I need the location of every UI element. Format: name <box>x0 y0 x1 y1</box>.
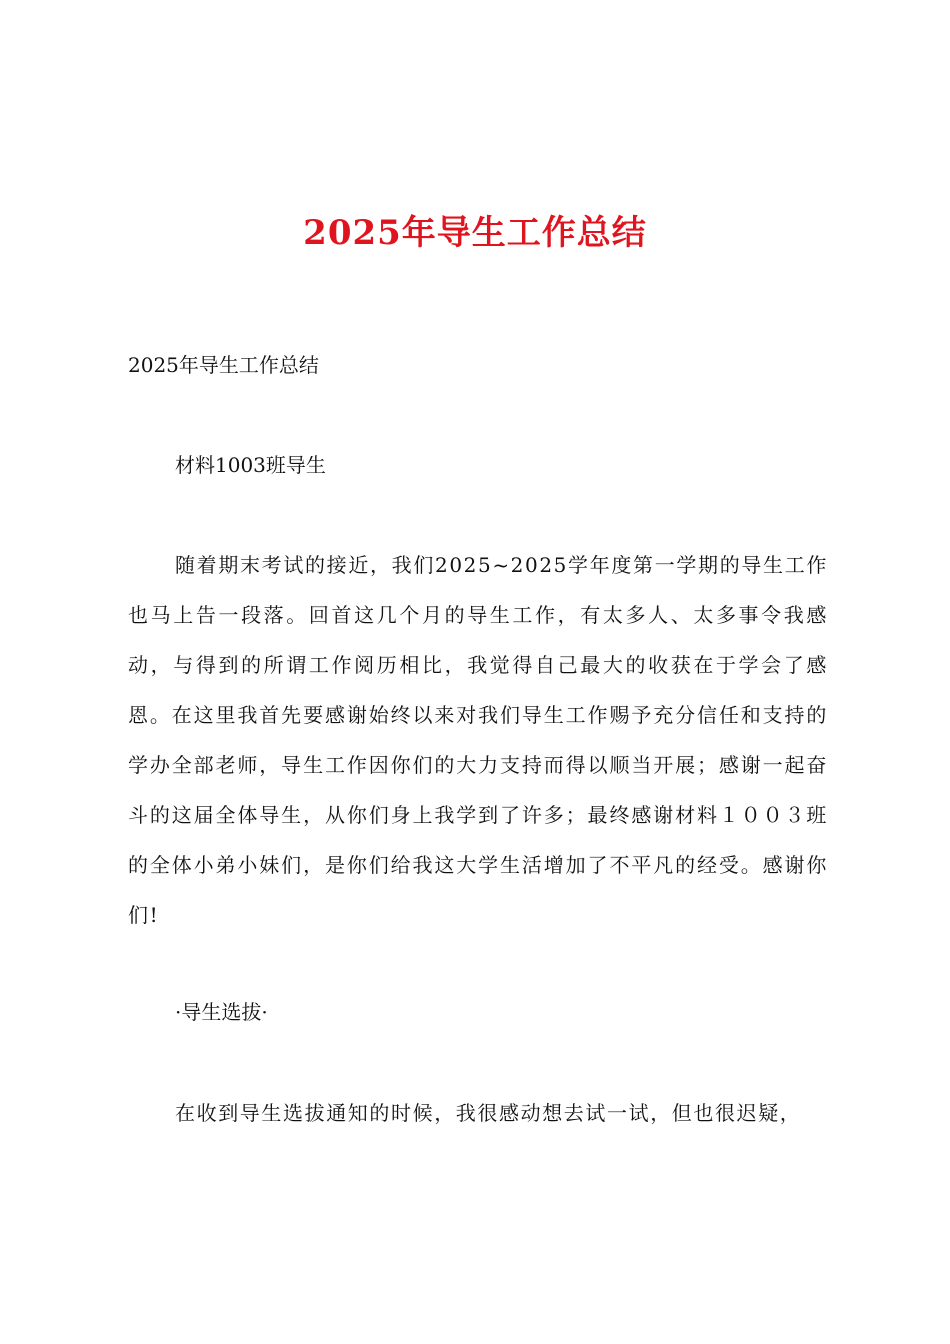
body-paragraph-1: 随着期末考试的接近，我们2025~2025学年度第一学期的导生工作也马上告一段落。回首这几个月的导生工作，有太多人、太多事令我感动，与得到的所谓工作阅历相比，我觉得自己最大的收获在于学会了感恩。在这里我首先要感谢始终以来对我们导生工作赐予充分信任和支持的学办全部老师，导生工作因你们的大力支持而得以顺当开展；感谢一起奋斗的这届全体导生，从你们身上我学到了许多；最终感谢材料１００３班的全体小弟小妹们，是你们给我这大学生活增加了不平凡的经受。感谢你们! <box>128 553 828 927</box>
author-line: 材料1003班导生 <box>175 453 326 477</box>
section-heading: ·导生选拔· <box>175 1000 268 1024</box>
document-subtitle: 2025年导生工作总结 <box>128 353 319 377</box>
page-title: 2025年导生工作总结 <box>303 213 647 253</box>
body-paragraph-2: 在收到导生选拔通知的时候，我很感动想去试一试，但也很迟疑， <box>175 1101 802 1125</box>
